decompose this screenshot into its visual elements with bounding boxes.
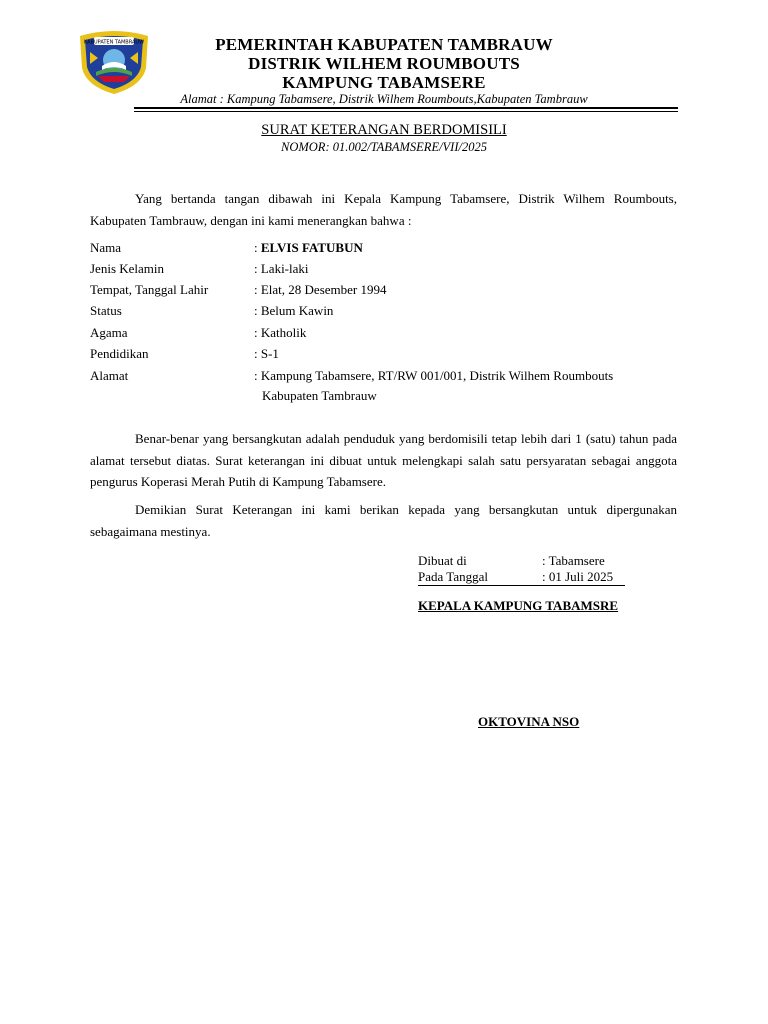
field-row-birth — [90, 280, 690, 300]
date-row — [418, 568, 625, 586]
field-row-religion — [90, 323, 690, 343]
field-value-continued: Kabupaten Tambrauw — [262, 388, 377, 403]
field-row-gender — [90, 259, 690, 279]
field-label: Agama — [90, 325, 128, 340]
field-row-address-cont — [90, 386, 690, 406]
field-value: : Belum Kawin — [254, 303, 334, 318]
document-number: NOMOR: 01.002/TABAMSERE/VII/2025 — [281, 140, 487, 154]
date-value: : 01 Juli 2025 — [542, 569, 614, 584]
made-at-row — [418, 552, 678, 569]
signatory-name: OKTOVINA NSO — [478, 714, 580, 729]
field-label: Pendidikan — [90, 346, 149, 361]
field-label: Jenis Kelamin — [90, 261, 165, 276]
field-label: Status — [90, 303, 122, 318]
field-value: : S-1 — [254, 346, 279, 361]
field-value: : Elat, 28 Desember 1994 — [254, 282, 387, 297]
header-government: PEMERINTAH KABUPATEN TAMBRAUW — [215, 35, 553, 54]
field-row-education — [90, 344, 690, 364]
field-label: Tempat, Tanggal Lahir — [90, 282, 209, 297]
field-label: Nama — [90, 240, 122, 255]
header-district: DISTRIK WILHEM ROUMBOUTS — [248, 54, 520, 73]
svg-text:KABUPATEN TAMBRAUW: KABUPATEN TAMBRAUW — [83, 39, 145, 46]
header-divider-thin — [134, 111, 678, 112]
field-row-status — [90, 301, 690, 321]
date-label: Pada Tanggal — [418, 569, 488, 584]
intro-paragraph: Yang bertanda tangan dibawah ini Kepala Kampung Tabamsere, Distrik Wilhem Roumbouts, Kabupaten Tambrauw, dengan ini kami menerangkan bahwa : — [90, 191, 677, 228]
field-value: : ELVIS FATUBUN — [254, 240, 363, 255]
header-address: Alamat : Kampung Tabamsere, Distrik Wilhem Roumbouts,Kabupaten Tambrauw — [180, 92, 588, 106]
person-name: ELVIS FATUBUN — [260, 240, 363, 255]
field-value: : Kampung Tabamsere, RT/RW 001/001, Distrik Wilhem Roumbouts — [254, 368, 614, 383]
header-village: KAMPUNG TABAMSERE — [282, 73, 486, 92]
made-at-label: Dibuat di — [418, 553, 467, 568]
body-paragraph: Benar-benar yang bersangkutan adalah penduduk yang berdomisili tetap lebih dari 1 (satu) tahun pada alamat tersebut diatas. Surat keterangan ini dibuat untuk melengkapi salah satu persyaratan sebagai anggota pengurus Koperasi Merah Putih di Kampung Tabamsere. — [90, 431, 677, 489]
field-row-name — [90, 238, 690, 258]
field-label: Alamat — [90, 368, 129, 383]
signatory-position: KEPALA KAMPUNG TABAMSRE — [418, 598, 619, 613]
field-row-address — [90, 366, 690, 386]
header-divider-thick — [134, 107, 678, 109]
field-value: : Laki-laki — [254, 261, 309, 276]
closing-paragraph: Demikian Surat Keterangan ini kami berikan kepada yang bersangkutan untuk dipergunakan sebagaimana mestinya. — [90, 502, 677, 539]
made-at-value: : Tabamsere — [542, 553, 605, 568]
document-title: SURAT KETERANGAN BERDOMISILI — [261, 122, 507, 138]
field-value: : Katholik — [254, 325, 307, 340]
